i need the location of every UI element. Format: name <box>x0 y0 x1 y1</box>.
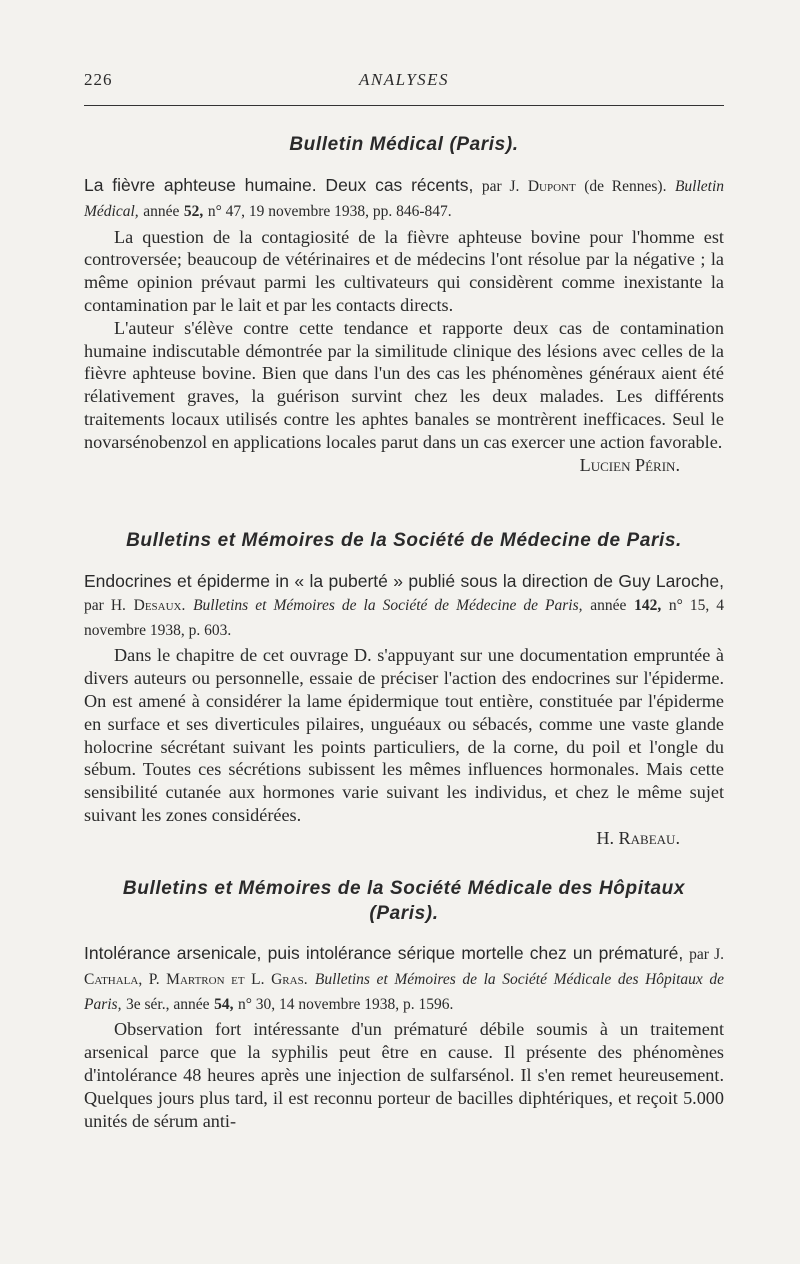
signature: Lucien Périn. <box>579 454 680 475</box>
header-rule <box>84 105 724 106</box>
author-names: Cathala, P. Martron et L. Gras. <box>84 970 308 988</box>
article-headline: Intolérance arsenicale, puis intolérance sérique mortelle chez un prématuré, <box>84 943 684 963</box>
section-title-paris: (Paris). <box>369 903 439 924</box>
article-fievre-aphteuse <box>84 174 724 476</box>
article-intolerance-arsenicale <box>84 942 724 1132</box>
author-name: Dupont <box>527 178 576 195</box>
signature: H. Rabeau. <box>596 827 680 848</box>
article-endocrines-epiderme <box>84 570 724 850</box>
journal-name: Bulletin Médical, <box>84 178 725 220</box>
article-paragraph: Dans le chapitre de cet ouvrage D. s'appuyant sur une documentation empruntée à divers auteurs ou personnelle, essaie de préciser l'action des endocrines sur l'épiderme. On est amené à considérer la lame épidermique tout entière, constituée par l'épiderme en surface et ses diverticules pilaires, unguéaux ou sébacés, comme une vaste glande holocrine sécrétant suivant les points particuliers, de la corne, du poil et l'ongle du sébum. Toutes ces sécrétions subissent les mêmes influences hormonales. Mais cette sensibilité cutanée aux hormones varie suivant les individus, et chez le même sujet suivant les zones considérées. <box>84 645 724 825</box>
section-title-societe-medicale-hopitaux: Bulletins et Mémoires de la Société Médicale des Hôpitaux <box>122 878 686 899</box>
article-citation: La fièvre aphteuse humaine. Deux cas récents, par J. Dupont (de Rennes). Bulletin Médical, année 52, n° 47, 19 novembre 1938, pp. 846-847. <box>84 175 725 220</box>
journal-name: Bulletins et Mémoires de la Société de Médecine de Paris, <box>193 596 583 614</box>
section-title-societe-medecine: Bulletins et Mémoires de la Société de Médecine de Paris. <box>126 530 682 551</box>
running-head <box>84 70 724 100</box>
article-citation: Intolérance arsenicale, puis intolérance sérique mortelle chez un prématuré, par J. Cathala, P. Martron et L. Gras. Bulletins et Mémoires de la Société Médicale des Hôpitaux de Paris, 3e sér., année 54, n° 30, 14 novembre 1938, p. 1596. <box>84 943 725 1013</box>
author-name: Desaux. <box>133 596 186 614</box>
article-paragraph: L'auteur s'élève contre cette tendance et rapporte deux cas de contamination humaine indiscutable démontrée par la similitude clinique des lésions avec celles de la fièvre aphteuse bovine. Bien que dans l'un des cas les phénomènes généraux aient été rélativement graves, la guérison survint chez les deux malades. Les différents traitements locaux utilisés contre les aphtes banales se montrèrent inefficaces. Seul le novarsénobenzol en applications locales parut dans un cas exercer une action favorable. <box>84 317 724 452</box>
journal-name: Bulletins et Mémoires de la Société Médicale des Hôpitaux de Paris, <box>84 970 725 1013</box>
article-citation: Endocrines et épiderme in « la puberté » publié sous la direction de Guy Laroche, par H. Desaux. Bulletins et Mémoires de la Société de Médecine de Paris, année 142, n° 15, 4 novembre 1938, p. 603. <box>84 571 725 639</box>
running-title: ANALYSES <box>358 70 450 89</box>
section-title-bulletin-medical: Bulletin Médical (Paris). <box>289 134 519 155</box>
article-paragraph: Observation fort intéressante d'un prématuré débile soumis à un traitement arsenical parce que la syphilis peut être en cause. Il présente des phénomènes d'intolérance 48 heures après une injection de sulfarsénol. Il s'en remet heureusement. Quelques jours plus tard, il est reconnu porteur de bacilles diphtériques, et reçoit 5.000 unités de sérum anti- <box>84 1019 724 1131</box>
article-headline: La fièvre aphteuse humaine. Deux cas récents, <box>84 175 474 195</box>
page-number: 226 <box>84 70 113 89</box>
article-headline: Endocrines et épiderme in « la puberté » publié sous la direction de Guy Laroche, <box>84 571 724 591</box>
article-paragraph: La question de la contagiosité de la fièvre aphteuse bovine pour l'homme est controversée; beaucoup de vétérinaires et de médecins l'ont résolue par la négative ; la même opinion prévaut parmi les cultivateurs qui considèrent comme inexistante la contamination par le lait et par les contacts directs. <box>84 226 724 315</box>
